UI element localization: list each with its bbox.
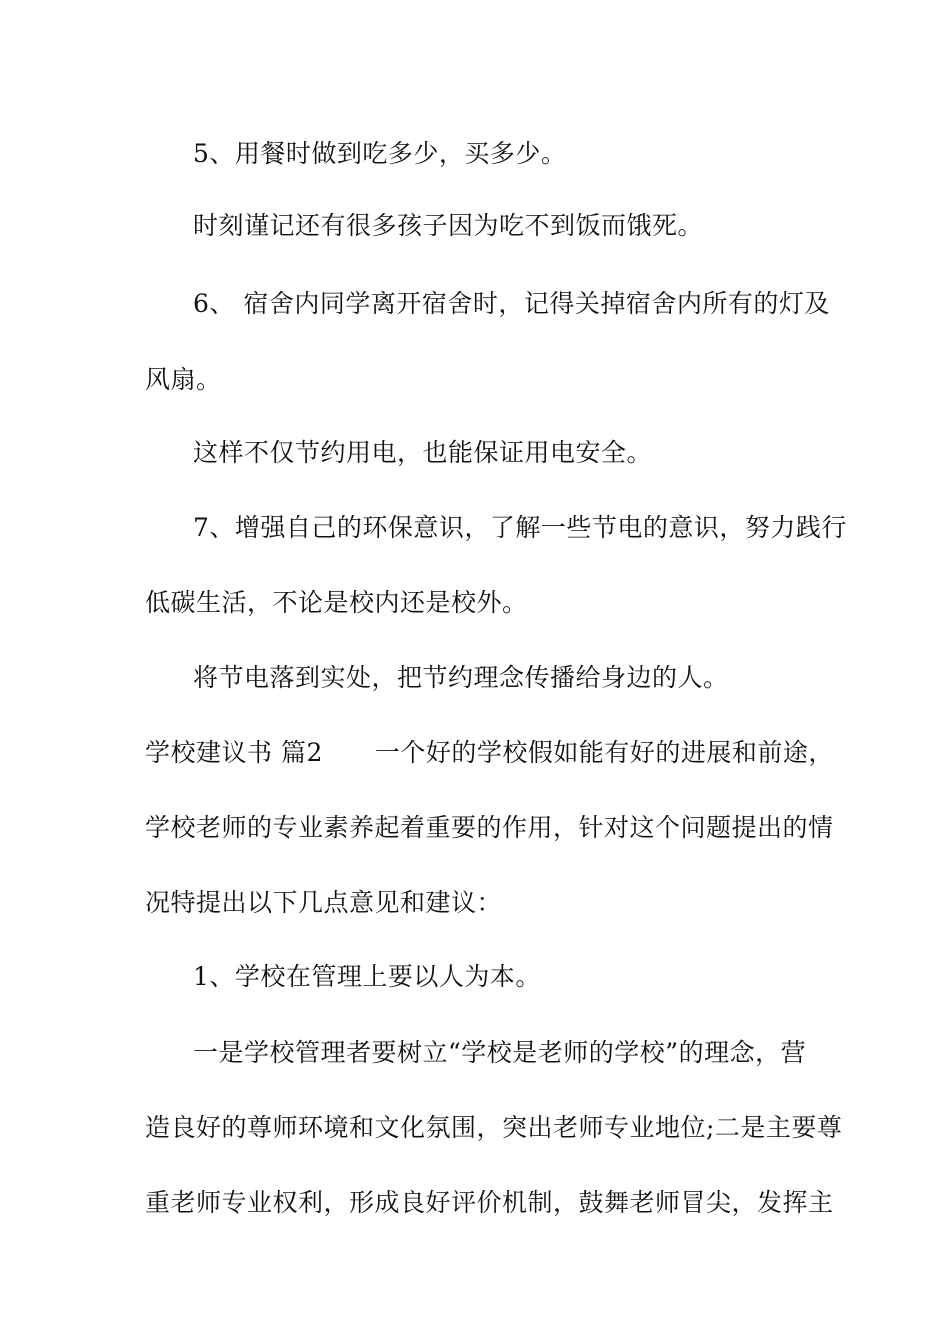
paragraph-item-6-continued: 风扇。 xyxy=(145,365,222,394)
paragraph-item-7-note: 将节电落到实处，把节约理念传播给身边的人。 xyxy=(193,663,729,692)
section-heading-line xyxy=(145,735,834,771)
paragraph-item-5: 5、用餐时做到吃多少，买多少。 xyxy=(193,139,567,168)
paragraph-item-6-note: 这样不仅节约用电，也能保证用电安全。 xyxy=(193,438,653,467)
section-heading: 学校建议书 篇2 xyxy=(145,738,323,767)
paragraph-item-7: 7、增强自己的环保意识，了解一些节电的意识，努力践行 xyxy=(193,513,847,542)
suggestion-item-1: 1、学校在管理上要以人为本。 xyxy=(193,962,541,991)
paragraph-item-6: 6、 宿舍内同学离开宿舍时，记得关掉宿舍内所有的灯及 xyxy=(193,289,830,318)
suggestion-detail-line-1: 一是学校管理者要树立“学校是老师的学校”的理念，营 xyxy=(193,1038,807,1067)
section-intro-end: 况特提出以下几点意见和建议： xyxy=(145,888,503,917)
suggestion-detail-line-3: 重老师专业权利，形成良好评价机制，鼓舞老师冒尖，发挥主 xyxy=(145,1188,834,1217)
section-intro-start: 一个好的学校假如能有好的进展和前途， xyxy=(374,738,834,767)
suggestion-detail-line-2: 造良好的尊师环境和文化氛围，突出老师专业地位;二是主要尊 xyxy=(145,1113,843,1142)
paragraph-item-5-note: 时刻谨记还有很多孩子因为吃不到饭而饿死。 xyxy=(193,211,704,240)
section-intro-continued: 学校老师的专业素养起着重要的作用，针对这个问题提出的情 xyxy=(145,813,834,842)
paragraph-item-7-continued: 低碳生活，不论是校内还是校外。 xyxy=(145,588,528,617)
